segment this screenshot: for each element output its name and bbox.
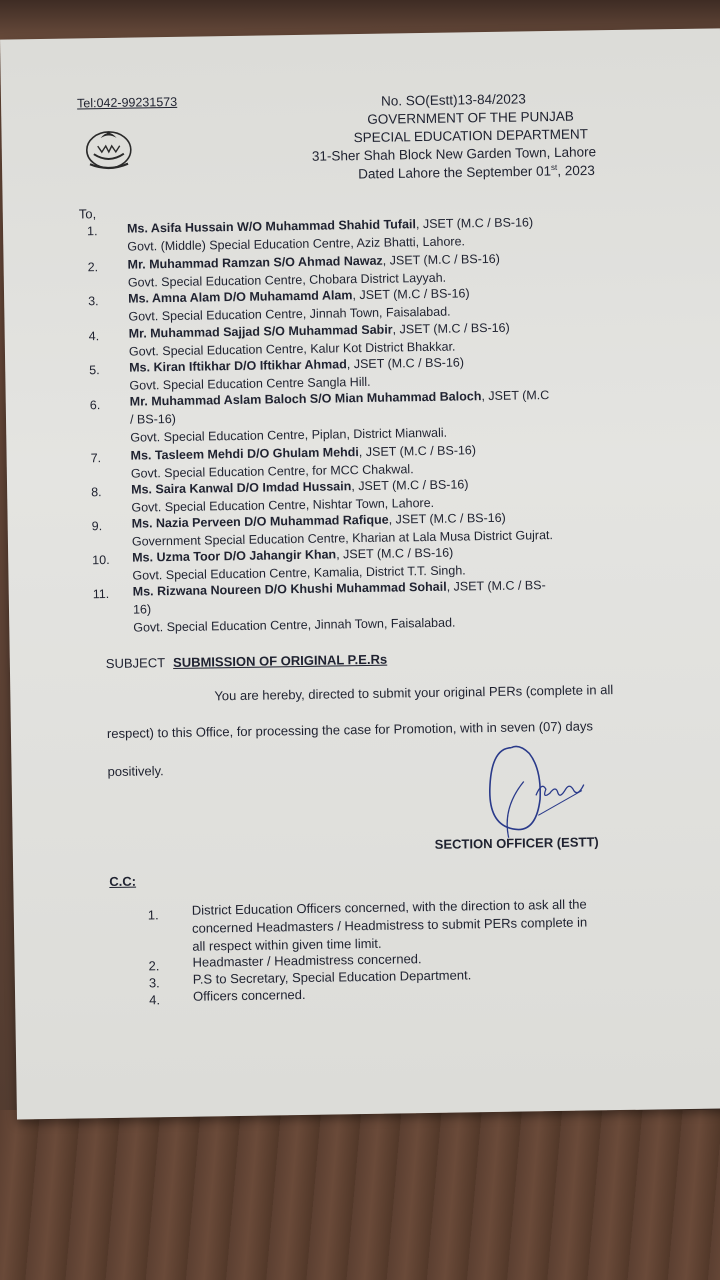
recipient-grade-continued: / BS-16) (129, 411, 176, 427)
body-line-3: positively. (107, 763, 164, 780)
recipient-name: Ms. Uzma Toor D/O Jahangir Khan, JSET (M.C / BS-16) (132, 545, 454, 565)
recipient-office: Govt. Special Education Centre, Kamalia, District T.T. Singh. (132, 563, 466, 583)
recipient-number: 3. (88, 294, 99, 309)
cc-item-line: Headmaster / Headmistress concerned. (192, 951, 422, 970)
section-officer-title: SECTION OFFICER (ESTT) (434, 834, 599, 852)
recipient-name: Mr. Muhammad Sajjad S/O Muhammad Sabir, JSET (M.C / BS-16) (128, 320, 510, 341)
telephone-number: Tel:042-99231573 (76, 94, 178, 111)
recipient-number: 4. (88, 329, 100, 344)
body-line-2: respect) to this Office, for processing the case for Promotion, with in seven (07) days (106, 718, 594, 742)
department-title: SPECIAL EDUCATION DEPARTMENT (353, 126, 589, 146)
subject-line: SUBJECT SUBMISSION OF ORIGINAL P.E.Rs (105, 651, 388, 672)
recipient-name: Ms. Kiran Iftikhar D/O Iftikhar Ahmad, JSET (M.C / BS-16) (129, 355, 465, 375)
cc-item-line: Officers concerned. (192, 986, 306, 1004)
recipient-name: Ms. Tasleem Mehdi D/O Ghulam Mehdi, JSET (M.C / BS-16) (130, 443, 477, 463)
recipient-office: Govt. Special Education Centre Sangla Hill. (129, 374, 371, 393)
table-surface-bottom (0, 1110, 720, 1280)
recipient-name: Ms. Nazia Perveen D/O Muhammad Rafique, JSET (M.C / BS-16) (131, 510, 506, 531)
cc-item-line: District Education Officers concerned, with the direction to ask all the (191, 896, 587, 918)
recipient-name: Mr. Muhammad Ramzan S/O Ahmad Nawaz, JSET (M.C / BS-16) (127, 251, 500, 272)
cc-label: C.C: (109, 873, 137, 890)
cc-number: 1. (147, 907, 159, 923)
recipient-office: Govt. Special Education Centre, Nishtar Town, Lahore. (131, 495, 435, 515)
recipient-name: Ms. Rizwana Noureen D/O Khushi Muhammad Sohail, JSET (M.C / BS- (132, 578, 546, 599)
letter-date: Dated Lahore the September 01st, 2023 (358, 162, 595, 182)
recipient-office: Govt. Special Education Centre, Kalur Kot District Bhakkar. (128, 339, 456, 359)
letter-page (0, 28, 720, 1119)
recipient-number: 1. (86, 224, 98, 239)
cc-item-line: concerned Headmasters / Headmistress to submit PERs complete in (191, 914, 588, 936)
cc-number: 3. (148, 975, 160, 991)
recipient-name: Ms. Asifa Hussain W/O Muhammad Shahid Tufail, JSET (M.C / BS-16) (126, 215, 534, 236)
office-address: 31-Sher Shah Block New Garden Town, Lahore (311, 144, 597, 164)
recipient-grade-continued: 16) (132, 602, 152, 617)
recipient-name: Ms. Amna Alam D/O Muhamamd Alam, JSET (M.C / BS-16) (128, 286, 470, 306)
recipient-office: Govt. (Middle) Special Education Centre, Aziz Bhatti, Lahore. (127, 234, 466, 254)
government-title: GOVERNMENT OF THE PUNJAB (367, 108, 574, 127)
recipient-number: 6. (89, 398, 101, 413)
cc-number: 4. (149, 992, 161, 1008)
punjab-emblem-icon (81, 120, 136, 175)
letter-number: No. SO(Estt)13-84/2023 (380, 91, 526, 109)
cc-number: 2. (148, 958, 160, 974)
recipient-number: 10. (92, 552, 110, 568)
recipient-number: 5. (89, 363, 100, 378)
recipient-number: 11. (92, 587, 110, 602)
body-line-1: You are hereby, directed to submit your original PERs (complete in all (214, 682, 614, 704)
recipient-office: Government Special Education Centre, Kharian at Lala Musa District Gujrat. (131, 528, 554, 549)
recipient-office: Govt. Special Education Centre, Piplan, District Mianwali. (130, 425, 448, 445)
recipient-office: Govt. Special Education Centre, Jinnah Town, Faisalabad. (133, 615, 456, 635)
to-label: To, (78, 206, 97, 222)
recipient-number: 8. (91, 485, 102, 500)
recipient-number: 9. (91, 519, 103, 534)
recipient-office: Govt. Special Education Centre, Chobara District Layyah. (127, 270, 447, 290)
recipient-office: Govt. Special Education Centre, for MCC Chakwal. (130, 462, 414, 481)
cc-item-line: all respect within given time limit. (192, 935, 382, 954)
recipient-number: 7. (90, 451, 102, 466)
recipient-name: Ms. Saira Kanwal D/O Imdad Hussain, JSET (M.C / BS-16) (131, 477, 469, 497)
cc-item-line: P.S to Secretary, Special Education Department. (192, 967, 472, 987)
recipient-name: Mr. Muhammad Aslam Baloch S/O Mian Muhammad Baloch, JSET (M.C (129, 388, 550, 409)
recipient-number: 2. (87, 260, 99, 275)
recipient-office: Govt. Special Education Centre, Jinnah Town, Faisalabad. (128, 304, 451, 324)
